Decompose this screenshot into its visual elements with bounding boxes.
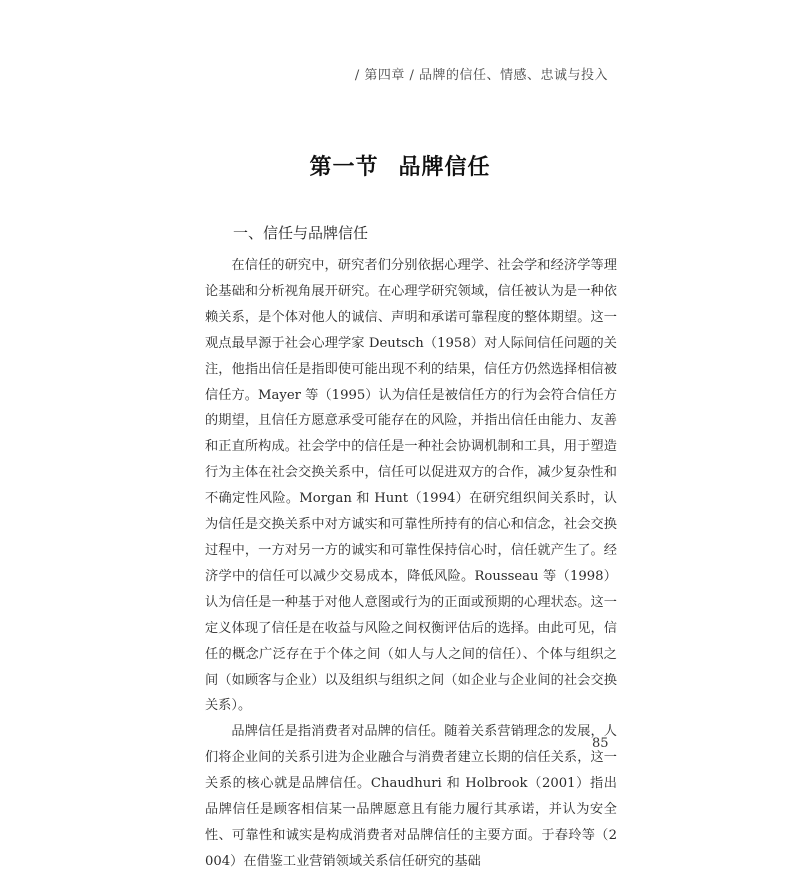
body-text: [205, 253, 617, 875]
section-title-text: 品牌信任: [398, 155, 491, 180]
subsection-heading: 一、信任与品牌信任: [233, 224, 369, 242]
section-number: 第一节: [309, 155, 379, 180]
paragraph: 在信任的研究中，研究者们分别依据心理学、社会学和经济学等理论基础和分析视角展开研究。在心理学研究领域，信任被认为是一种依赖关系，是个体对他人的诚信、声明和承诺可靠程度的整体期望。这一观点最早源于社会心理学家 Deutsch（1958）对人际间信任问题的关注，他指出信任是指即使可能出现不利的结果，信任方仍然选择相信被信任方。Mayer 等（1995）认为信任是被信任方的行为会符合信任方的期望，且信任方愿意承受可能存在的风险，并指出信任由能力、友善和正直所构成。社会学中的信任是一种社会协调机制和工具，用于塑造行为主体在社会交换关系中，信任可以促进双方的合作，减少复杂性和不确定性风险。Morgan 和 Hunt（1994）在研究组织间关系时，认为信任是交换关系中对方诚实和可靠性所持有的信心和信念，社会交换过程中，一方对另一方的诚实和可靠性保持信心时，信任就产生了。经济学中的信任可以减少交易成本，降低风险。Rousseau 等（1998）认为信任是一种基于对他人意图或行为的正面或预期的心理状态。这一定义体现了信任是在收益与风险之间权衡评估后的选择。由此可见，信任的概念广泛存在于个体之间（如人与人之间的信任）、个体与组织之间（如顾客与企业）以及组织与组织之间（如企业与企业间的社会交换关系）。: [205, 258, 617, 714]
running-head: / 第四章 / 品牌的信任、情感、忠诚与投入: [354, 68, 608, 83]
paragraph: 品牌信任是指消费者对品牌的信任。随着关系营销理念的发展，人们将企业间的关系引进为企业融合与消费者建立长期的信任关系，这一关系的核心就是品牌信任。Chaudhuri 和 Holbrook（2001）指出品牌信任是顾客相信某一品牌愿意且有能力履行其承诺，并认为安全性、可靠性和诚实是构成消费者对品牌信任的主要方面。于春玲等（2004）在借鉴工业营销领域关系信任研究的基础: [205, 724, 617, 869]
section-title: [0, 150, 800, 181]
page-number: 85: [592, 736, 609, 751]
